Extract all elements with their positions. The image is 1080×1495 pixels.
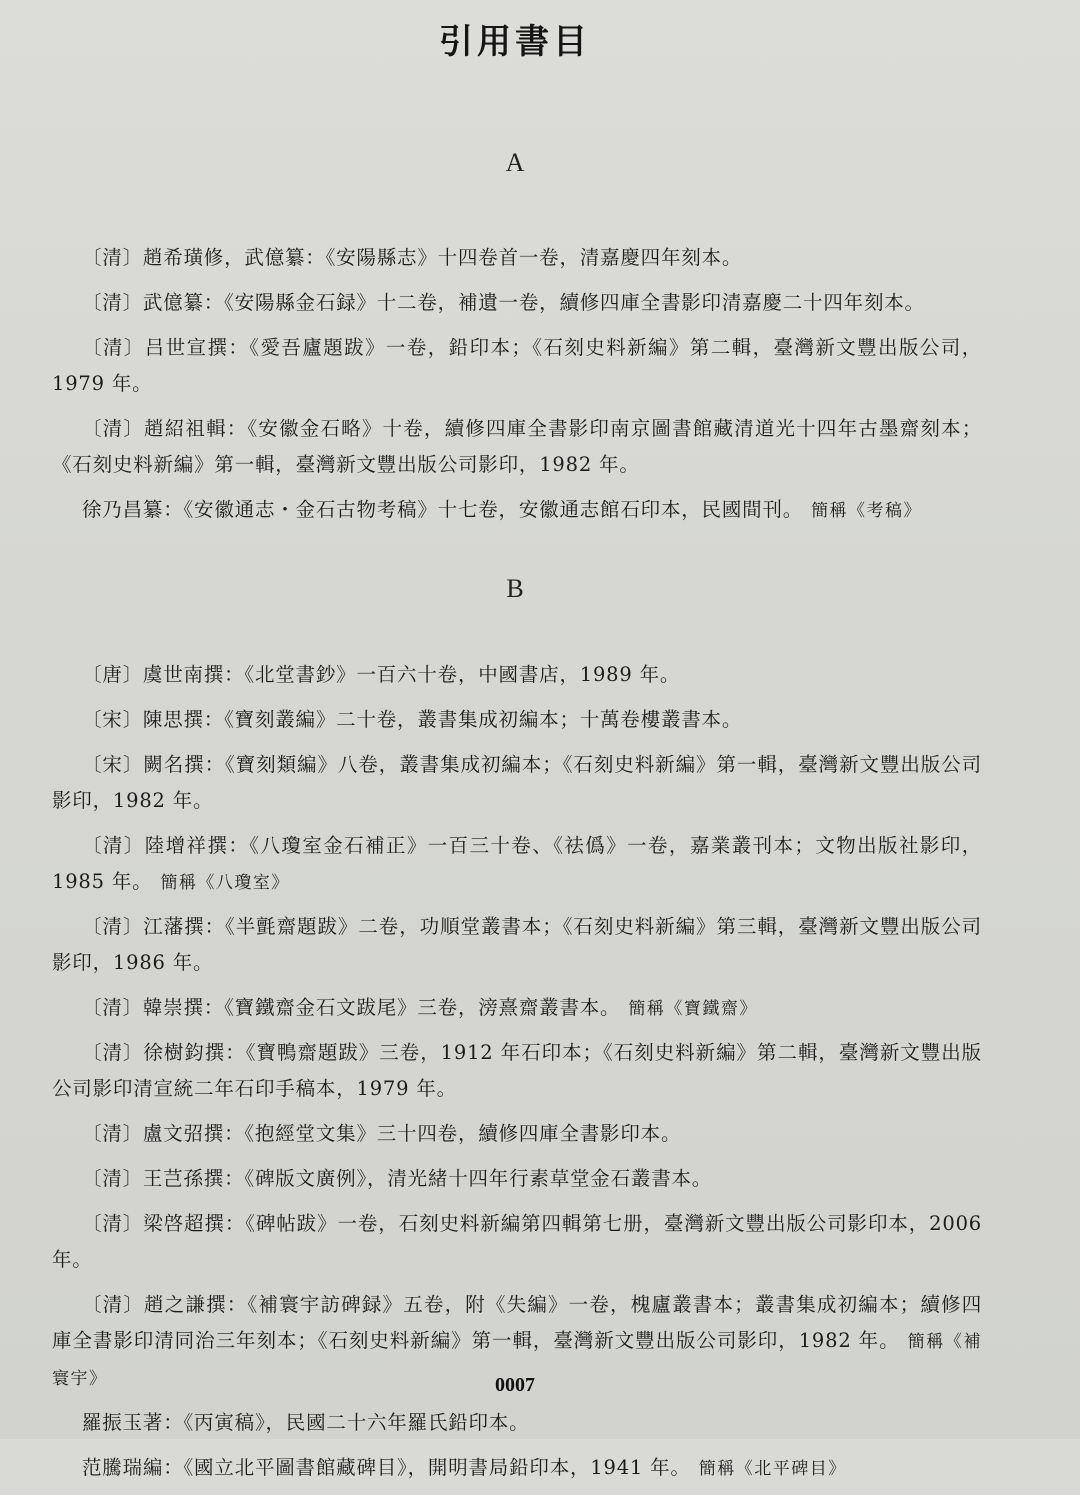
bibliography-entry (52, 330, 982, 403)
entry-text: 〔清〕趙希璜修，武億纂：《安陽縣志》十四卷首一卷，清嘉慶四年刻本。 (82, 246, 743, 269)
bibliography-entry (52, 909, 982, 982)
entry-text: 〔清〕王芑孫撰：《碑版文廣例》，清光緒十四年行素草堂金石叢書本。 (82, 1167, 713, 1190)
bibliography-entry (52, 1206, 982, 1279)
entry-text: 〔清〕江藩撰：《半氈齋題跋》二卷，功順堂叢書本；《石刻史料新編》第三輯，臺灣新文豐出版公司影印，1986 年。 (52, 915, 982, 974)
entry-text: 〔清〕趙之謙撰：《補寰宇訪碑録》五卷，附《失編》一卷，槐廬叢書本；叢書集成初編本；續修四庫全書影印清同治三年刻本；《石刻史料新編》第一輯，臺灣新文豐出版公司影印，1982 年。 (52, 1293, 982, 1352)
entry-text: 羅振玉著：《丙寅稿》，民國二十六年羅氏鉛印本。 (82, 1411, 530, 1434)
bibliography-entry (52, 1035, 982, 1108)
bibliography-entry (52, 240, 982, 277)
bibliography-entry (52, 1450, 982, 1487)
entry-abbreviation: 簡稱《八瓊室》 (160, 873, 290, 893)
bibliography-entry (52, 828, 982, 901)
section-b-entries (52, 657, 982, 1495)
bibliography-entry (52, 411, 982, 484)
bibliography-entry (52, 702, 982, 739)
entry-text: 〔清〕趙紹祖輯：《安徽金石略》十卷，續修四庫全書影印南京圖書館藏清道光十四年古墨齋刻本；《石刻史料新編》第一輯，臺灣新文豐出版公司影印，1982 年。 (52, 417, 982, 476)
entry-text: 〔清〕武億纂：《安陽縣金石録》十二卷，補遺一卷，續修四庫全書影印清嘉慶二十四年刻本。 (82, 291, 925, 314)
bibliography-entry (52, 1116, 982, 1153)
entry-text: 〔清〕陸增祥撰：《八瓊室金石補正》一百三十卷、《祛僞》一卷，嘉業叢刊本；文物出版社影印，1985 年。 (52, 834, 982, 893)
entry-text: 〔清〕吕世宣撰：《愛吾廬題跋》一卷，鉛印本；《石刻史料新編》第二輯，臺灣新文豐出版公司，1979 年。 (52, 336, 982, 395)
section-a-entries (52, 240, 982, 537)
page-title: 引用書目 (439, 22, 591, 62)
bibliography-entry (52, 285, 982, 322)
entry-text: 〔清〕徐樹鈞撰：《寶鴨齋題跋》三卷，1912 年石印本；《石刻史料新編》第二輯，臺灣新文豐出版公司影印清宣統二年石印手稿本，1979 年。 (52, 1041, 982, 1100)
bibliography-entry (52, 990, 982, 1027)
bibliography-entry (52, 1161, 982, 1198)
entry-text: 〔宋〕陳思撰：《寶刻叢編》二十卷，叢書集成初編本；十萬卷樓叢書本。 (82, 708, 743, 731)
entry-abbreviation: 簡稱《北平碑目》 (698, 1459, 847, 1479)
entry-text: 〔清〕梁啓超撰：《碑帖跋》一卷，石刻史料新編第四輯第七册，臺灣新文豐出版公司影印本，2006 年。 (52, 1212, 982, 1271)
entry-text: 〔唐〕虞世南撰：《北堂書鈔》一百六十卷，中國書店，1989 年。 (82, 663, 681, 686)
section-heading-a: A (505, 148, 525, 177)
bibliography-entry (52, 657, 982, 694)
bibliography-entry (52, 492, 982, 529)
entry-abbreviation: 簡稱《補寰宇》 (52, 1332, 982, 1389)
entry-text: 徐乃昌纂：《安徽通志・金石古物考稿》十七卷，安徽通志館石印本，民國間刊。 (82, 498, 804, 521)
entry-text: 〔清〕盧文弨撰：《抱經堂文集》三十四卷，續修四庫全書影印本。 (82, 1122, 682, 1145)
entry-text: 〔宋〕闕名撰：《寶刻類編》八卷，叢書集成初編本；《石刻史料新編》第一輯，臺灣新文豐出版公司影印，1982 年。 (52, 753, 982, 812)
entry-text: 范騰瑞編：《國立北平圖書館藏碑目》，開明書局鉛印本，1941 年。 (82, 1456, 691, 1479)
section-heading-b: B (506, 574, 524, 603)
bibliography-entry (52, 747, 982, 820)
bibliography-entry (52, 1405, 982, 1442)
page-number: 0007 (495, 1374, 535, 1396)
entry-abbreviation: 簡稱《寶鐵齋》 (628, 999, 758, 1019)
entry-text: 〔清〕韓崇撰：《寶鐵齋金石文跋尾》三卷，滂熹齋叢書本。 (82, 996, 621, 1019)
entry-abbreviation: 簡稱《考稿》 (811, 501, 923, 521)
